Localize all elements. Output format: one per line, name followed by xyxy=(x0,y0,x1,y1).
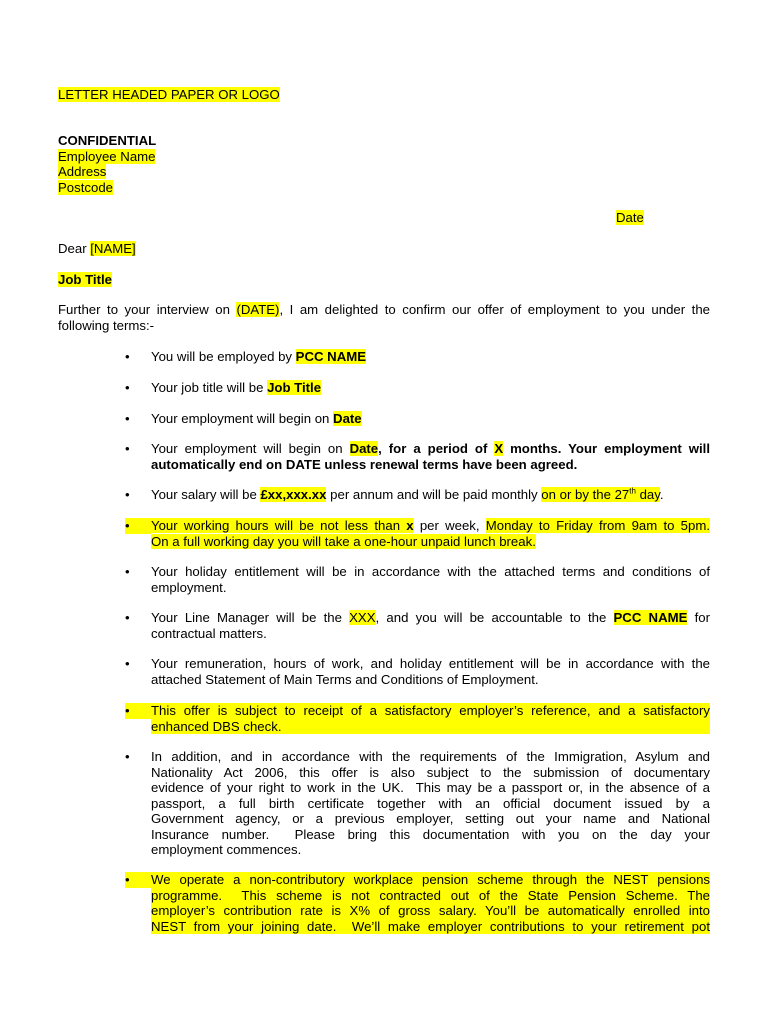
term-employer-value: PCC NAME xyxy=(295,349,367,364)
term-manager-employer: PCC NAME xyxy=(613,610,688,625)
term-job-title-text: Your job title will be xyxy=(151,380,268,395)
term-start-date-text: Your employment will begin on xyxy=(151,411,334,426)
term-period-text-3: months. Your employment will xyxy=(503,441,711,456)
postcode-line xyxy=(58,180,113,196)
intro-text-1: Further to your interview on xyxy=(58,302,237,317)
term-hours-text: Your working hours will be not less than xyxy=(151,518,407,533)
intro-date: (DATE) xyxy=(236,302,280,317)
term-rtw-line-1: In addition, and in accordance with the requirements of the Immigration, Asylum and xyxy=(151,749,710,764)
term-period-date: Date xyxy=(349,441,379,456)
term-manager-line-2: contractual matters. xyxy=(151,625,267,641)
term-period-text: Your employment will begin on xyxy=(151,441,350,456)
employee-name: Employee Name xyxy=(58,149,156,164)
term-text xyxy=(151,656,710,687)
job-title-heading xyxy=(58,272,112,288)
bullet-icon: • xyxy=(125,349,130,364)
term-pension-line-3: employer’s contribution rate is X% of gross salary. You’ll be automatically enrolled into xyxy=(151,903,710,918)
term-employer-text: You will be employed by xyxy=(151,349,296,364)
term-remuneration-line-2: attached Statement of Main Terms and Conditions of Employment. xyxy=(151,671,539,687)
term-job-title-value: Job Title xyxy=(267,380,322,395)
bullet-icon: • xyxy=(125,872,151,888)
term-rtw-line-7: employment commences. xyxy=(151,842,302,857)
term-text xyxy=(151,411,710,427)
term-salary-text: Your salary will be xyxy=(151,487,261,502)
term-hours-value: x xyxy=(406,518,414,533)
term-text xyxy=(151,380,710,396)
term-salary-amount: £xx,xxx.xx xyxy=(260,487,327,502)
bullet-icon: • xyxy=(125,441,130,456)
term-rtw-line-4: passport, a full birth certificate together with an official document issued by a xyxy=(151,795,710,811)
term-references-line-2-wrap xyxy=(151,719,710,735)
bullet-icon: • xyxy=(125,380,130,395)
term-manager-name: XXX xyxy=(349,610,376,625)
bullet-icon: • xyxy=(125,487,130,502)
bullet-icon: • xyxy=(125,656,130,671)
address-line xyxy=(58,164,106,180)
bullet-icon: • xyxy=(125,749,130,764)
term-text xyxy=(151,518,710,549)
term-text xyxy=(151,749,710,858)
postcode: Postcode xyxy=(58,180,113,195)
term-references-line-2: enhanced DBS check. xyxy=(151,718,282,734)
salutation-name: [NAME] xyxy=(90,241,136,256)
term-manager-text-3: for xyxy=(687,610,710,625)
term-text xyxy=(151,487,710,503)
confidential-text: CONFIDENTIAL xyxy=(58,133,157,148)
letterhead-placeholder xyxy=(58,87,280,103)
term-hours-lunch: On a full working day you will take a one-hour unpaid lunch break. xyxy=(151,533,536,549)
term-salary-ordinal: th xyxy=(629,486,636,496)
confidential-label xyxy=(58,133,156,149)
term-salary-text-2: per annum and will be paid monthly xyxy=(326,487,542,502)
intro-paragraph xyxy=(58,302,710,333)
salutation xyxy=(58,241,136,257)
term-text xyxy=(151,349,710,365)
term-references-line-1: This offer is subject to receipt of a satisfactory employer’s reference, and a satisfactory xyxy=(151,703,710,718)
term-rtw-line-3: evidence of your right to work in the UK. This may be a passport or, in the absence of a xyxy=(151,780,710,795)
term-text xyxy=(151,610,710,641)
term-text xyxy=(151,441,710,472)
bullet-icon: • xyxy=(125,703,151,719)
term-pension-line-2: programme. This scheme is not contracted out of the State Pension Scheme. The xyxy=(151,887,710,903)
term-pension-line-4: NEST from your joining date. We’ll make employer contributions to your retirement pot xyxy=(151,918,710,934)
term-manager-text-2: , and you will be accountable to the xyxy=(375,610,614,625)
term-holiday-line-2: employment. xyxy=(151,579,227,595)
intro-line-1 xyxy=(58,302,710,318)
bullet-icon: • xyxy=(125,518,151,534)
term-rtw-line-2: Nationality Act 2006, this offer is also subject to the submission of documentary xyxy=(151,764,710,780)
term-rtw-line-6: Insurance number. Please bring this documentation with you on the day your xyxy=(151,826,710,842)
term-remuneration-line-1: Your remuneration, hours of work, and holiday entitlement will be in accordance with the xyxy=(151,656,710,671)
letter-date xyxy=(616,210,644,226)
employee-name-line xyxy=(58,149,155,165)
letterhead-text: LETTER HEADED PAPER OR LOGO xyxy=(58,87,280,102)
date-text: Date xyxy=(616,210,644,225)
term-text xyxy=(151,872,710,934)
term-period-text-2: , for a period of xyxy=(378,441,495,456)
term-period-line-2: automatically end on DATE unless renewal terms have been agreed. xyxy=(151,456,578,472)
term-manager-text: Your Line Manager will be the xyxy=(151,610,350,625)
intro-line-2: following terms:- xyxy=(58,317,155,333)
term-hours-text-2: per week, xyxy=(413,518,486,533)
term-text xyxy=(151,703,710,734)
bullet-icon: • xyxy=(125,610,130,625)
term-rtw-line-5: Government agency, or a previous employer, setting out your name and National xyxy=(151,811,710,826)
term-salary-day: day xyxy=(635,487,660,502)
bullet-icon: • xyxy=(125,564,130,579)
address: Address xyxy=(58,164,107,179)
term-holiday-line-1: Your holiday entitlement will be in accordance with the attached terms and conditions of xyxy=(151,564,710,579)
salutation-prefix: Dear xyxy=(58,241,91,256)
term-pension-line-1: We operate a non-contributory workplace pension scheme through the NEST pensions xyxy=(151,872,710,887)
term-salary-end: . xyxy=(659,487,664,502)
intro-text-2: , I am delighted to confirm our offer of employment to you under the xyxy=(279,302,710,317)
term-text xyxy=(151,564,710,595)
term-hours-days: Monday to Friday from 9am to 5pm. xyxy=(485,518,710,533)
term-period-months: X xyxy=(494,441,504,456)
term-start-date-value: Date xyxy=(333,411,362,426)
term-salary-payday: on or by the 27 xyxy=(541,487,630,502)
job-title-text: Job Title xyxy=(58,272,112,287)
bullet-icon: • xyxy=(125,411,130,426)
